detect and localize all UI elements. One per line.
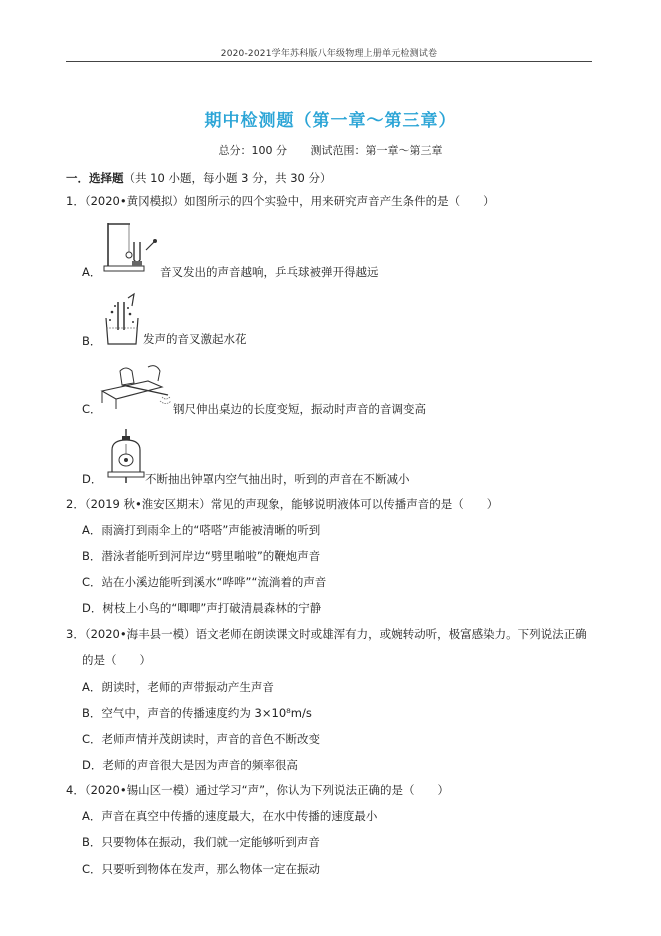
- page-header: 2020-2021学年苏科版八年级物理上册单元检测试卷: [220, 49, 438, 59]
- option-letter: B．: [82, 549, 102, 563]
- bell-jar-icon: [106, 428, 146, 484]
- option-text: 老师声情并茂朗读时，声音的音色不断改变: [101, 732, 321, 746]
- option-letter: D．: [82, 601, 103, 615]
- q4-option-a: [82, 808, 377, 824]
- q2-option-b: [82, 548, 320, 564]
- option-text: 声音在真空中传播的速度最大，在水中传播的速度最小: [101, 809, 378, 823]
- q1-option-c-letter: C．: [82, 402, 102, 416]
- section-label: 一．选择题: [66, 171, 124, 185]
- section-heading: [66, 170, 332, 186]
- option-letter: C．: [82, 732, 102, 746]
- option-letter: C．: [82, 575, 102, 589]
- option-text: 只要听到物体在发声，那么物体一定在振动: [101, 862, 321, 876]
- page-title: 期中检测题（第一章～第三章）: [204, 111, 457, 131]
- q3-option-a: [82, 679, 274, 695]
- q1-option-b-text: 发声的音叉激起水花: [143, 332, 247, 346]
- q2-option-a: [82, 522, 320, 538]
- q2-option-d: [82, 600, 321, 616]
- q1-option-a-text: 音叉发出的声音越响，乒乓球被弹开得越远: [160, 265, 379, 279]
- option-letter: D．: [82, 758, 103, 772]
- option-text: 朗读时，老师的声带振动产生声音: [101, 680, 274, 694]
- option-text: 空气中，声音的传播速度约为 3×10⁸m/s: [101, 706, 312, 720]
- option-text: 只要物体在振动，我们就一定能够听到声音: [101, 835, 320, 849]
- header-divider: [66, 61, 592, 62]
- option-text: 雨滴打到雨伞上的“嗒嗒”声能被清晰的听到: [101, 523, 321, 537]
- question-3-stem-continued: 的是（ ）: [82, 653, 151, 667]
- option-text: 树枝上小鸟的“唧唧”声打破清晨森林的宁静: [102, 601, 322, 615]
- option-letter: A．: [82, 680, 102, 694]
- q1-option-b-letter: B．: [82, 334, 102, 348]
- option-text: 潜泳者能听到河岸边“劈里啪啦”的鞭炮声音: [101, 549, 321, 563]
- option-letter: C．: [82, 862, 102, 876]
- q1-option-a-letter: A．: [82, 265, 102, 279]
- question-3-stem: 3．（2020•海丰县一模）语文老师在朗读课文时或雄浑有力，或婉转动听，极富感染力。下列说法正确: [66, 627, 587, 641]
- option-letter: B．: [82, 706, 102, 720]
- q3-option-c: [82, 731, 320, 747]
- q1-option-d-text: 不断抽出钟罩内空气抽出时，听到的声音在不断减小: [145, 472, 410, 486]
- q4-option-c: [82, 861, 320, 877]
- q1-option-d-letter: D．: [82, 472, 103, 486]
- q3-option-b: [82, 705, 312, 721]
- total-score: 总分：100 分: [218, 144, 287, 157]
- option-letter: A．: [82, 523, 102, 537]
- tuning-fork-water-icon: [100, 292, 144, 348]
- test-range: 测试范围：第一章～第三章: [310, 144, 443, 157]
- question-1-stem: 1．（2020•黄冈模拟）如图所示的四个实验中，用来研究声音产生条件的是（ ）: [66, 194, 495, 208]
- q4-option-b: [82, 834, 320, 850]
- q3-option-d: [82, 757, 298, 773]
- option-text: 站在小溪边能听到溪水“哗哗”“流淌着的声音: [101, 575, 327, 589]
- question-4-stem: 4．（2020•锡山区一模）通过学习“声”，你认为下列说法正确的是（ ）: [66, 783, 450, 797]
- ruler-table-icon: [100, 361, 172, 411]
- option-text: 老师的声音很大是因为声音的频率很高: [102, 758, 298, 772]
- tuning-fork-pingpong-icon: [102, 220, 160, 274]
- q1-option-c-text: 钢尺伸出桌边的长度变短，振动时声音的音调变高: [173, 402, 426, 416]
- q2-option-c: [82, 574, 326, 590]
- option-letter: B．: [82, 835, 102, 849]
- section-desc: （共 10 小题，每小题 3 分，共 30 分）: [123, 171, 332, 185]
- question-2-stem: 2．（2019 秋•淮安区期末）常见的声现象，能够说明液体可以传播声音的是（ ）: [66, 497, 499, 511]
- exam-meta: [0, 142, 661, 158]
- option-letter: A．: [82, 809, 102, 823]
